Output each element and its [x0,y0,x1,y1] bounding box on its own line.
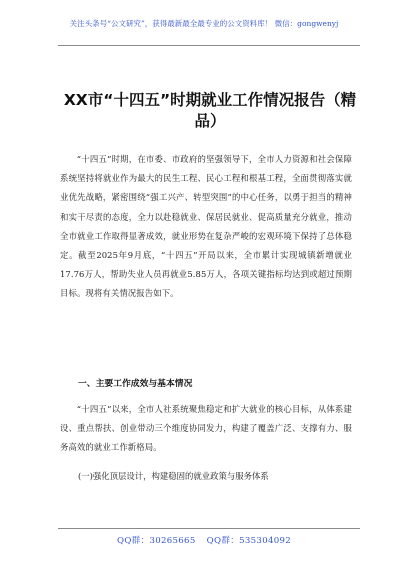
header-note: 关注头条号“公文研究”，获得最新最全最专业的公文资料库！ 微信：gongwenyj [69,19,339,28]
footer [0,534,408,546]
footer-divider [58,528,360,529]
intro-paragraph: “十四五”时期，在市委、市政府的坚强领导下，全市人力资源和社会保障系统坚持将就业作为最大的民生工程、民心工程和根基工程，全面贯彻落实就业优先战略，紧密围绕“强工兴产、转型突围”的中心任务，以勇于担当的精神和实干尽责的态度，全力以赴稳就业、保居民就业、促高质量充分就业，推动全市就业工作取得显著成效，就业形势在复杂严峻的宏观环境下保持了总体稳定。截至2025年9月底，“十四五”开局以来，全市累计实现城镇新增就业17.76万人，帮助失业人员再就业5.85万人，各项关键指标均达到或超过预期目标。现将有关情况报告如下。 [60,154,352,299]
header-divider [58,45,360,46]
section-heading: 一、主要工作成效与基本情况 [78,379,193,389]
subsection-heading: (一)强化顶层设计，构建稳固的就业政策与服务体系 [78,471,269,481]
footer-qq-group-2: QQ群：535304092 [206,536,292,546]
footer-qq-group-1: QQ群：30265665 [116,536,196,546]
document-title: XX市“十四五”时期就业工作情况报告（精品） [63,91,357,130]
section-paragraph: “十四五”以来，全市人社系统聚焦稳定和扩大就业的核心目标，从体系建设、重点帮扶、创业带动三个维度协同发力，构建了覆盖广泛、支撑有力、服务高效的就业工作新格局。 [60,404,352,453]
